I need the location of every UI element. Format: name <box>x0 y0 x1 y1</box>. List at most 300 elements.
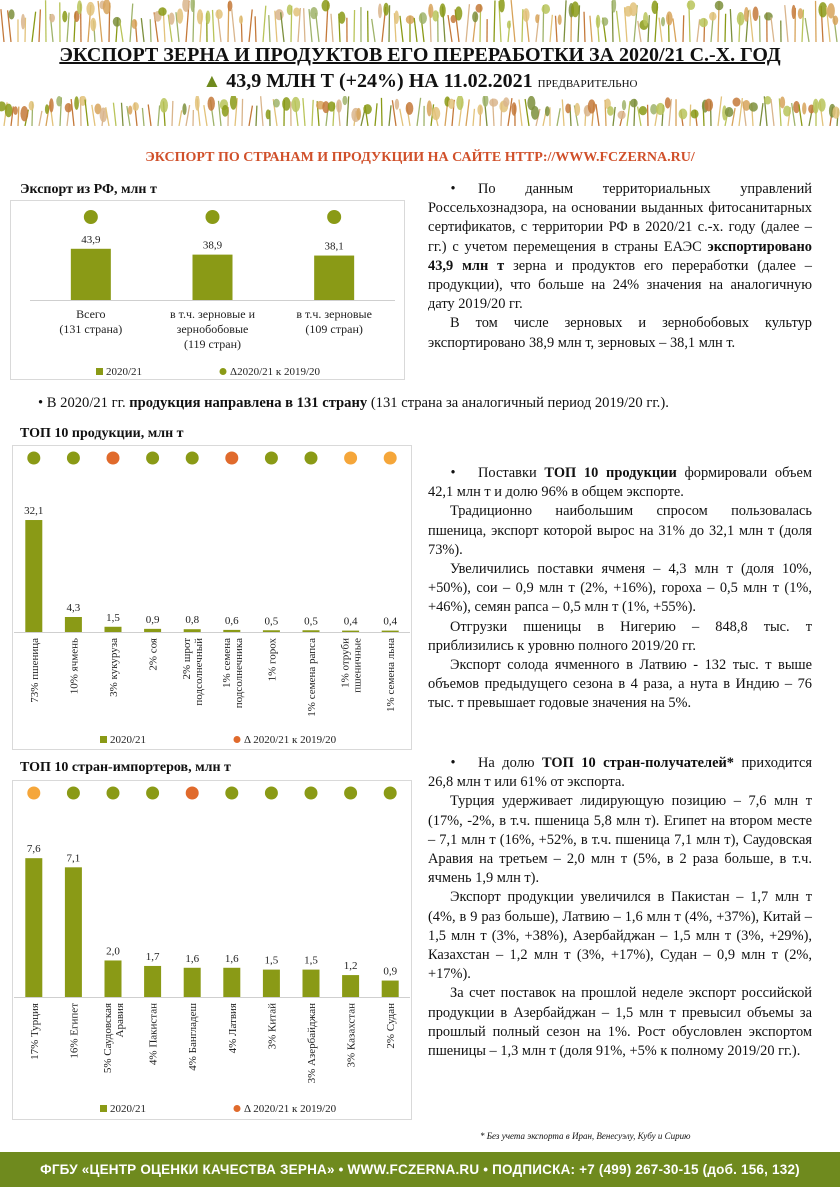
plant-leaf <box>643 12 648 26</box>
bar <box>184 968 201 997</box>
data-label: 4,3 <box>66 602 81 614</box>
tick-label-line: 16% Египет <box>68 1003 81 1059</box>
data-label: 0,9 <box>383 965 398 978</box>
plant-stem <box>263 6 266 42</box>
bar <box>144 966 161 997</box>
paragraph: Увеличились поставки ячменя – 4,3 млн т (доля 10%, +50%), сои – 0,9 млн т (2%, +16%), гороха – 0,5 млн т (1%, +46%), семян рапса – 0,5 млн т (1%, +55%). <box>428 561 812 616</box>
plant-leaf <box>328 101 336 111</box>
plant-stem <box>730 9 732 42</box>
plant-stem <box>381 98 382 126</box>
plant-leaf <box>737 12 745 26</box>
tick-label-line: 5% Саудовская <box>102 1003 114 1074</box>
plant-stem <box>785 5 788 42</box>
plant-leaf <box>239 15 243 23</box>
plant-leaf <box>56 96 62 106</box>
plant-leaf <box>21 14 25 30</box>
tick-label-line: 3% Китай <box>266 1003 279 1050</box>
legend-swatch <box>96 368 103 375</box>
plant-leaf <box>656 103 665 115</box>
plant-leaf <box>507 21 511 29</box>
plant-leaf <box>571 1 579 17</box>
legend-label: Δ 2020/21 к 2019/20 <box>244 734 337 746</box>
plant-stem <box>519 100 522 126</box>
tick-label-line: 2% соя <box>147 638 160 671</box>
plant-stem <box>466 4 469 42</box>
plant-leaf <box>406 102 414 115</box>
plant-leaf <box>20 106 28 121</box>
delta-dot <box>265 452 278 465</box>
data-label: 0,4 <box>343 615 358 628</box>
tick-label-line: 3% кукуруза <box>108 638 120 697</box>
plant-leaf <box>802 102 806 114</box>
delta-dot <box>305 452 318 465</box>
data-label: 0,9 <box>145 613 160 626</box>
plant-stem <box>39 111 42 126</box>
plant-stem <box>249 106 252 126</box>
delta-dot <box>107 787 120 800</box>
plant-leaf <box>477 104 483 115</box>
delta-dot <box>225 452 238 465</box>
tick-label-line: 1% отруби <box>339 638 352 688</box>
plant-leaf <box>439 3 445 17</box>
plant-stem <box>179 110 182 126</box>
plant-leaf <box>133 102 139 111</box>
plant-leaf <box>732 98 740 107</box>
plant-leaf <box>783 106 791 117</box>
data-label: 7,1 <box>66 852 81 865</box>
tick-label: зернобобовые <box>176 322 249 336</box>
tick-label-line: 1% семена льна <box>385 638 398 712</box>
plant-leaf <box>764 96 771 105</box>
plant-leaf <box>77 0 82 14</box>
bar <box>105 960 122 997</box>
tick-label-line: 3% Казахстан <box>345 1003 358 1068</box>
tick-label-line: 17% Турция <box>28 1003 41 1060</box>
plant-leaf <box>45 104 49 114</box>
plant-leaf <box>639 106 647 115</box>
plant-leaf <box>679 109 688 120</box>
delta-dot <box>146 452 159 465</box>
plant-leaf <box>588 99 596 113</box>
plant-leaf <box>169 12 175 24</box>
plant-leaf <box>49 14 55 23</box>
bar <box>342 975 359 997</box>
tick-label-line: пшеничные <box>351 638 364 693</box>
delta-dot <box>186 787 199 800</box>
plant-leaf <box>177 9 183 24</box>
plant-leaf <box>182 103 186 115</box>
plant-leaf <box>482 96 488 107</box>
plant-stem <box>511 0 515 42</box>
plant-leaf <box>9 9 15 19</box>
tick-label <box>148 638 160 671</box>
tick-label-line: Аравия <box>114 1003 126 1038</box>
plant-stem <box>590 16 592 42</box>
plant-leaf <box>49 98 54 112</box>
bar <box>223 968 240 997</box>
delta-dot <box>84 210 98 224</box>
plant-stem <box>466 99 469 126</box>
plant-stem <box>1 9 4 42</box>
tick-label <box>108 638 120 697</box>
plant-stem <box>249 9 252 42</box>
delta-dot <box>67 452 80 465</box>
plant-stem <box>242 99 243 126</box>
legend-label: 2020/21 <box>110 734 147 746</box>
plant-stem <box>261 96 263 126</box>
plant-stem <box>389 5 390 42</box>
plant-stem <box>771 99 774 126</box>
plant-leaf <box>29 101 34 111</box>
tick-label <box>29 638 41 703</box>
tick-label <box>340 638 364 693</box>
plant-leaf <box>158 7 166 16</box>
paragraph: • На долю ТОП 10 стран-получателей* приходится 26,8 млн т или 61% от экспорта. <box>428 755 813 791</box>
data-label: 1,7 <box>145 950 160 963</box>
data-label: 0,4 <box>383 615 398 628</box>
plant-leaf <box>455 6 463 20</box>
delta-dot <box>146 787 159 800</box>
plant-leaf <box>378 4 382 19</box>
data-label: 2,0 <box>106 945 120 958</box>
legend-label: 2020/21 <box>110 1103 147 1115</box>
tick-label-line: 4% Латвия <box>226 1003 239 1054</box>
plant-leaf <box>215 9 222 19</box>
data-label: 43,9 <box>81 233 101 246</box>
delta-dot <box>384 452 397 465</box>
delta-dot <box>344 787 357 800</box>
tick-label-line: 2% Судан <box>385 1003 398 1049</box>
paragraph: Традиционно наибольшим спросом пользовалась пшеница, экспорт которой вырос на 31% до 32,1 млн т (доля 73%). <box>428 503 812 558</box>
tick-label-line: 4% Бангладеш <box>187 1003 200 1071</box>
paragraph: • Поставки ТОП 10 продукции формировали объем 42,1 млн т и долю 96% в общем экспорте. <box>428 465 812 501</box>
paragraph: Отгрузки пшеницы в Нигерию – 848,8 тыс. т приблизились к уровню полного 2019/20 гг. <box>428 618 812 654</box>
plant-stem <box>113 103 116 126</box>
plant-stem <box>690 105 691 126</box>
plant-leaf <box>792 5 796 19</box>
plant-leaf <box>687 0 695 10</box>
plant-leaf <box>511 102 516 116</box>
plant-stem <box>121 103 123 126</box>
bar <box>263 970 280 997</box>
plant-leaf <box>293 7 300 16</box>
plant-leaf <box>195 96 200 111</box>
tick-label-line: 10% ячмень <box>68 638 81 695</box>
tick-label-line: подсолнечника <box>232 638 245 709</box>
plant-leaf <box>208 97 215 111</box>
footer-bar: ФГБУ «ЦЕНТР ОЦЕНКИ КАЧЕСТВА ЗЕРНА» • WWW.FCZERNA.RU • ПОДПИСКА: +7 (499) 267-30-15 (доб. 156, 132) <box>0 1152 840 1187</box>
plant-leaf <box>394 10 399 23</box>
plant-leaf <box>704 99 713 112</box>
plant-stem <box>172 101 173 126</box>
plant-leaf <box>448 99 455 109</box>
plant-stem <box>158 105 160 126</box>
plant-leaf <box>629 2 637 16</box>
plant-leaf <box>128 105 132 114</box>
plant-stem <box>372 19 375 42</box>
plant-stem <box>673 18 676 42</box>
plant-leaf <box>206 11 211 24</box>
plant-stem <box>718 96 722 126</box>
legend-dot <box>220 368 227 375</box>
plant-stem <box>85 100 88 126</box>
plant-leaf <box>709 12 716 21</box>
plant-stem <box>142 108 144 126</box>
delta-dot <box>225 787 238 800</box>
plant-leaf <box>744 7 749 22</box>
paragraph: Экспорт продукции увеличился в Пакистан – 1,7 млн т (4%, в 9 раз больше), Латвию – 1,6 млн т (4%, +37%), Китай – 1,5 млн т (3%, +38%), Азербайджан – 1,5 млн т (3%, +29%), Казахстан – 1,2 млн т (3%, +17%), Судан – 0,9 млн т (2%, +17%). <box>428 889 812 983</box>
plant-stem <box>562 99 564 126</box>
plant-stem <box>312 100 313 126</box>
tick-label-line: 1% семена рапса <box>306 638 318 717</box>
tick-label <box>266 1003 278 1049</box>
plant-stem <box>400 16 403 42</box>
data-label: 1,5 <box>264 954 279 967</box>
plant-stem <box>389 105 391 126</box>
legend-swatch <box>100 1105 107 1112</box>
chart-countries <box>12 780 412 1120</box>
tick-label-line: 73% пшеница <box>28 638 41 703</box>
chart-frame <box>13 446 412 750</box>
plant-stem <box>18 107 19 126</box>
text-block-export-summary <box>428 180 812 353</box>
data-label: 1,2 <box>343 960 358 973</box>
delta-dot <box>206 210 220 224</box>
bullet-icon: • <box>450 755 456 771</box>
tick-label-line: 4% Пакистан <box>147 1003 160 1066</box>
plant-stem <box>550 15 552 42</box>
tick-label <box>29 1003 41 1060</box>
plant-leaf <box>749 102 758 111</box>
plant-leaf <box>558 14 562 25</box>
plant-leaf <box>282 97 290 111</box>
plant-leaf <box>427 100 432 116</box>
plant-leaf <box>336 99 342 112</box>
plant-leaf <box>691 109 699 118</box>
chart-title-products: ТОП 10 продукции, млн т <box>20 426 184 441</box>
plant-leaf <box>475 4 482 13</box>
bar <box>314 256 354 300</box>
plant-stem <box>204 105 207 126</box>
plant-leaf <box>607 106 614 116</box>
bar <box>382 981 399 997</box>
plant-leaf <box>699 18 708 27</box>
paragraph: В том числе зерновых и зернобобовых культур экспортировано 38,9 млн т, зерновых – 38,1 млн т. <box>428 315 812 351</box>
delta-dot <box>107 452 120 465</box>
plant-leaf <box>74 96 79 110</box>
tick-label <box>148 1003 160 1065</box>
plant-stem <box>697 19 700 42</box>
bar <box>382 631 399 632</box>
data-label: 0,8 <box>185 614 200 627</box>
delta-dot <box>384 787 397 800</box>
tick-label: (131 страна) <box>59 322 123 336</box>
plant-leaf <box>565 104 571 114</box>
plant-leaf <box>62 11 67 23</box>
plant-stem <box>627 101 630 126</box>
tick-label-line: подсолнечный <box>193 638 206 706</box>
bar <box>71 249 111 300</box>
plant-stem <box>213 10 214 42</box>
bar <box>263 630 280 632</box>
plant-stem <box>255 16 256 42</box>
data-label: 7,6 <box>26 843 41 856</box>
plant-leaf <box>827 3 835 18</box>
plant-leaf <box>725 107 734 117</box>
bar <box>144 629 161 632</box>
plant-stem <box>400 109 403 126</box>
bar <box>65 867 82 997</box>
plant-stem <box>473 109 474 126</box>
plant-leaf <box>832 106 839 118</box>
data-label: 1,5 <box>106 611 120 624</box>
chart-products <box>12 445 412 750</box>
data-label: 0,5 <box>264 615 279 628</box>
plant-leaf <box>742 100 750 111</box>
plant-leaf <box>651 1 658 14</box>
plant-leaf <box>602 17 609 26</box>
plant-stem <box>304 8 305 42</box>
plant-leaf <box>291 97 300 112</box>
plant-leaf <box>65 103 72 112</box>
plant-leaf <box>574 103 580 116</box>
plant-leaf <box>5 104 13 118</box>
tick-label <box>68 1003 80 1059</box>
tick-label-line: 1% горох <box>266 638 279 682</box>
delta-dot <box>344 452 357 465</box>
bar <box>184 629 201 632</box>
plant-leaf <box>287 5 293 16</box>
legend-dot <box>234 736 241 743</box>
data-label: 1,5 <box>304 954 318 967</box>
bar <box>25 858 42 997</box>
plant-leaf <box>273 99 280 108</box>
bar <box>105 627 122 632</box>
plant-leaf <box>419 12 427 24</box>
plant-stem <box>417 98 421 126</box>
plant-stem <box>414 18 417 42</box>
delta-dot <box>327 210 341 224</box>
text-block-countries <box>428 754 812 1061</box>
tick-label <box>306 1003 318 1084</box>
legend-swatch <box>100 736 107 743</box>
plant-leaf <box>338 11 345 23</box>
plant-stem <box>361 110 365 126</box>
plant-stem <box>557 108 560 126</box>
paragraph: • По данным территориальных управлений Россельхознадзора, на основании выданных фитосанитарных сертификатов, с территории РФ в 2020/21 с.-х. году (далее – гг.) с учетом перемещения в страны ЕАЭС экспортировано 43,9 млн т зерна и продуктов его переработки (далее – продукции), что больше на 24% значения на аналогичную дату 2019/20 гг. <box>428 181 813 313</box>
plant-leaf <box>542 4 550 14</box>
tick-label: (119 стран) <box>183 337 242 351</box>
plant-leaf <box>363 104 372 114</box>
plant-stem <box>39 9 40 42</box>
delta-dot <box>305 787 318 800</box>
page-subtitle: ▲ 43,9 МЛН Т (+24%) НА 11.02.2021 ПРЕДВАРИТЕЛЬНО <box>202 70 638 92</box>
data-label: 38,9 <box>202 239 223 252</box>
bar <box>223 630 240 632</box>
text-block-products <box>428 464 812 714</box>
legend-dot <box>234 1105 241 1112</box>
chart-export <box>10 200 405 380</box>
tick-label: (109 стран) <box>305 322 363 336</box>
plant-leaf <box>266 109 271 119</box>
plant-leaf <box>666 11 673 25</box>
tick-label <box>227 1003 239 1053</box>
decorative-plant-band-top <box>0 0 840 42</box>
plant-leaf <box>356 108 361 120</box>
plant-leaf <box>503 97 509 107</box>
plant-leaf <box>622 100 626 110</box>
plant-stem <box>269 15 270 42</box>
plant-stem <box>760 103 763 126</box>
plant-leaf <box>322 0 330 11</box>
page-title: ЭКСПОРТ ЗЕРНА И ПРОДУКТОВ ЕГО ПЕРЕРАБОТКИ ЗА 2020/21 С.-Х. ГОД <box>59 44 781 66</box>
plant-leaf <box>432 10 438 21</box>
delta-dot <box>27 787 40 800</box>
plant-leaf <box>545 106 550 116</box>
plant-stem <box>71 99 74 126</box>
delta-dot <box>186 452 199 465</box>
plant-stem <box>596 104 599 126</box>
tick-label-line: 2% шрот <box>181 638 194 680</box>
delta-dot <box>27 452 40 465</box>
plant-leaf <box>406 15 415 24</box>
legend-label: 2020/21 <box>106 366 143 378</box>
footnote: * Без учета экспорта в Иран, Венесуэлу, Кубу и Сирию <box>480 1131 691 1141</box>
site-link-line[interactable]: ЭКСПОРТ ПО СТРАНАМ И ПРОДУКЦИИ НА САЙТЕ HTTP://WWW.FCZERNA.RU/ <box>145 150 695 165</box>
plant-leaf <box>523 8 530 22</box>
plant-stem <box>141 18 144 42</box>
plant-leaf <box>86 2 94 16</box>
plant-leaf <box>432 107 440 120</box>
plant-stem <box>120 20 123 42</box>
bar <box>303 970 320 997</box>
plant-leaf <box>535 14 539 23</box>
tick-label <box>385 1003 397 1049</box>
plant-stem <box>725 14 726 42</box>
tick-label <box>306 638 318 717</box>
plant-stem <box>331 14 333 42</box>
plant-leaf <box>832 16 838 26</box>
plant-leaf <box>665 97 671 108</box>
up-triangle-icon: ▲ <box>202 71 222 92</box>
decorative-plant-band-bottom <box>0 96 840 126</box>
bar <box>303 630 320 632</box>
bar <box>342 631 359 632</box>
plant-leaf <box>472 11 478 22</box>
tick-label: Всего <box>76 307 106 321</box>
bullet-icon: • <box>450 181 456 197</box>
chart-title-export: Экспорт из РФ, млн т <box>20 182 157 197</box>
data-label: 0,5 <box>304 615 318 628</box>
plant-stem <box>316 13 319 42</box>
plant-stem <box>750 10 753 42</box>
plant-stem <box>564 0 566 42</box>
tick-label <box>266 638 278 682</box>
plant-leaf <box>395 99 400 110</box>
legend-label: Δ 2020/21 к 2019/20 <box>244 1103 337 1115</box>
plant-stem <box>494 0 495 42</box>
plant-stem <box>648 15 649 42</box>
delta-dot <box>67 787 80 800</box>
plant-leaf <box>131 19 137 29</box>
plant-leaf <box>630 99 638 108</box>
plant-stem <box>256 106 257 126</box>
plant-leaf <box>798 8 803 19</box>
plant-leaf <box>222 105 229 117</box>
plant-stem <box>522 9 523 42</box>
plant-leaf <box>780 97 785 109</box>
data-label: 0,6 <box>224 614 239 627</box>
